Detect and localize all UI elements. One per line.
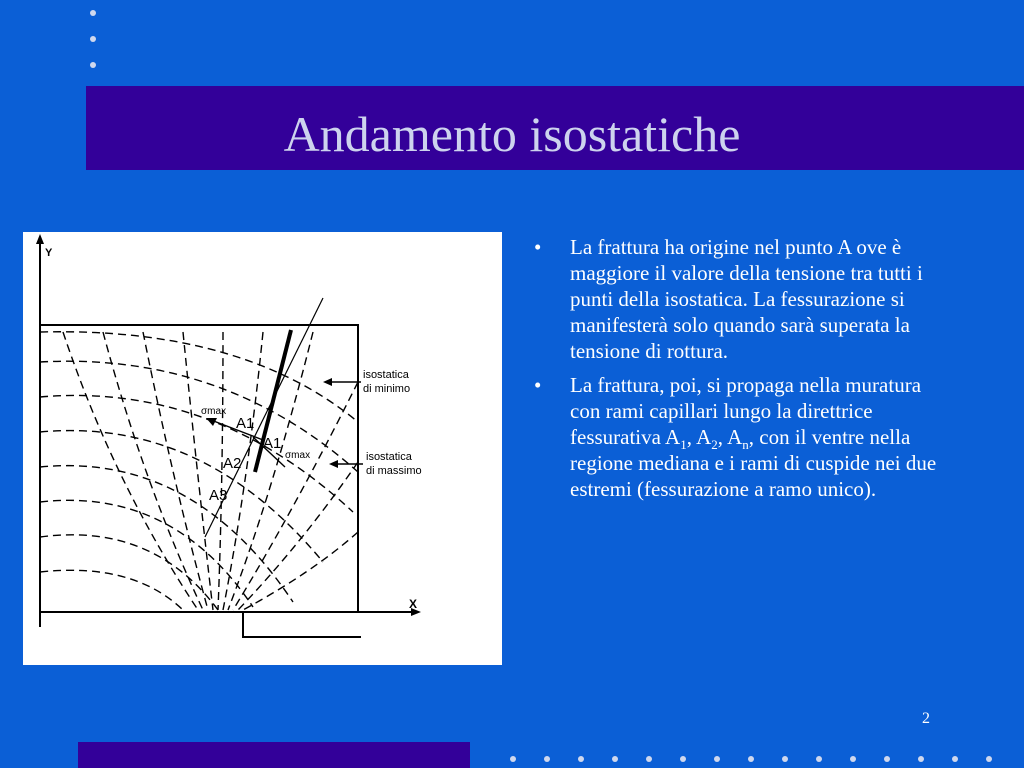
support-bracket: [243, 612, 361, 637]
label-sigma-max-right: σmax: [285, 450, 311, 461]
bullet-mark: •: [534, 373, 542, 397]
isostatic-arcs: [40, 332, 358, 610]
isostatic-radials: [63, 332, 358, 610]
decorative-dots-left: [90, 10, 100, 88]
minimo-pointer-head: [323, 378, 332, 386]
subscript-1: 1: [680, 437, 687, 453]
y-axis-label: Y: [45, 247, 53, 259]
isostatic-radial: [183, 332, 213, 610]
dot: [748, 756, 754, 762]
label-isostatica-minimo-1: isostatica: [363, 369, 409, 381]
bullet-text: La frattura ha origine nel punto A ove è maggiore il valore della tensione tra tutti i punti della isostatica. La fessurazione si manifesterà solo quando sarà superata la tensione di rottura.: [570, 235, 923, 363]
dot: [816, 756, 822, 762]
decorative-dots-bottom: [510, 756, 1010, 764]
label-a1-right: A1: [263, 435, 282, 452]
isostatic-arc: [40, 570, 183, 610]
slide-title: Andamento isostatiche: [283, 106, 741, 162]
isostatic-diagram-svg: [23, 232, 502, 665]
massimo-pointer-head: [329, 460, 338, 468]
label-a2: A2: [223, 455, 242, 472]
bullet-item: [532, 234, 952, 364]
dot: [90, 10, 96, 16]
dot: [646, 756, 652, 762]
bullet-mark: •: [534, 235, 542, 259]
label-sigma-max-left: σmax: [201, 406, 227, 417]
dot: [544, 756, 550, 762]
subscript-n: n: [742, 437, 749, 453]
wall-outline: [40, 325, 358, 612]
label-isostatica-massimo-1: isostatica: [366, 451, 412, 463]
dot: [578, 756, 584, 762]
footer-band: [78, 742, 470, 768]
label-a3: A3: [209, 487, 228, 504]
dot: [782, 756, 788, 762]
y-axis-arrow: [36, 234, 44, 244]
label-isostatica-massimo-2: di massimo: [366, 465, 422, 477]
dot: [90, 36, 96, 42]
dot: [952, 756, 958, 762]
dot: [90, 62, 96, 68]
dot: [510, 756, 516, 762]
dot: [680, 756, 686, 762]
isostatic-diagram: [23, 232, 502, 665]
bullet-separator-2: , A: [717, 425, 743, 449]
bullet-item: [532, 372, 952, 502]
x-axis-label: X: [409, 597, 418, 611]
dot: [986, 756, 992, 762]
bullet-separator-1: , A: [686, 425, 712, 449]
dot: [850, 756, 856, 762]
dot: [714, 756, 720, 762]
bullet-text-part-a: La frattura, poi, si propaga nella muratura con rami capillari lungo la direttrice fessurativa A: [570, 373, 922, 449]
subscript-2: 2: [711, 437, 718, 453]
dot: [884, 756, 890, 762]
bullet-list: [532, 234, 952, 510]
label-isostatica-minimo-2: di minimo: [363, 383, 411, 395]
isostatic-radial: [243, 532, 358, 610]
isostatic-radial: [238, 462, 358, 610]
dot: [918, 756, 924, 762]
label-a1-left: A1: [236, 415, 255, 432]
page-number: 2: [922, 710, 930, 727]
bullet-text-part-b: , con il ventre nella regione mediana e i rami di cuspide nei due estremi (fessurazione a ramo unico).: [570, 425, 937, 501]
isostatic-arc: [40, 535, 218, 610]
dot: [612, 756, 618, 762]
